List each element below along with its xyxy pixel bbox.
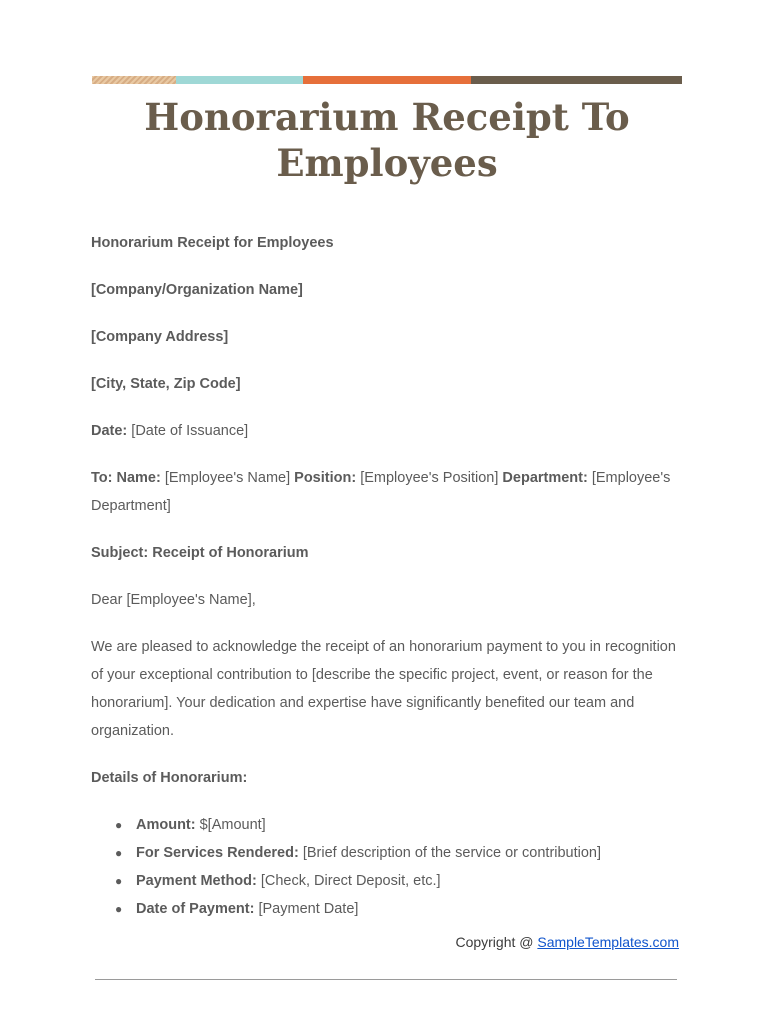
position-value: [Employee's Position] [356,470,503,486]
list-item [91,867,681,895]
sampletemplates-link[interactable]: SampleTemplates.com [537,934,679,950]
list-item [91,839,681,867]
date-value: [Date of Issuance] [127,423,249,439]
company-name: [Company/Organization Name] [91,282,303,298]
bullet-icon: ● [115,874,123,888]
copyright-footer [455,934,679,950]
document-body [91,229,681,923]
recipient-line [91,464,681,520]
detail-value: $[Amount] [195,817,266,833]
date-line [91,417,681,445]
detail-value: [Check, Direct Deposit, etc.] [256,873,441,889]
department-value: [Employee's Department] [91,470,671,514]
top-bar-segment-3 [303,76,471,84]
receipt-heading: Honorarium Receipt for Employees [91,235,334,251]
detail-value: [Brief description of the service or contribution] [298,845,602,861]
to-name-label: To: Name: [91,470,161,486]
to-name-value: [Employee's Name] [160,470,295,486]
top-bar-segment-1 [92,76,176,84]
detail-label: Date of Payment: [136,901,255,917]
decorative-top-bar [92,76,682,84]
copyright-text: Copyright @ [455,934,538,950]
list-item [91,811,681,839]
date-label: Date: [91,423,128,439]
top-bar-segment-4 [471,76,682,84]
document-title: Honorarium Receipt To Employees [144,95,630,185]
city-state-zip: [City, State, Zip Code] [91,376,241,392]
bullet-icon: ● [115,846,123,860]
top-bar-segment-2 [176,76,303,84]
detail-label: For Services Rendered: [136,845,299,861]
detail-label: Amount: [136,817,196,833]
detail-value: [Payment Date] [254,901,359,917]
subject-line: Subject: Receipt of Honorarium [91,545,309,561]
greeting: Dear [Employee's Name], [91,592,256,608]
body-paragraph: We are pleased to acknowledge the receipt of an honorarium payment to you in recognition of your exceptional contribution to [describe the specific project, event, or reason for the honorarium]. Your dedication and expertise have significantly benefited our team and organization. [91,639,676,739]
company-address: [Company Address] [91,329,229,345]
bullet-icon: ● [115,818,123,832]
details-heading: Details of Honorarium: [91,770,248,786]
department-label: Department: [502,470,588,486]
detail-label: Payment Method: [136,873,257,889]
details-list [91,811,681,923]
bullet-icon: ● [115,902,123,916]
list-item [91,895,681,923]
position-label: Position: [294,470,357,486]
footer-divider [95,979,677,980]
